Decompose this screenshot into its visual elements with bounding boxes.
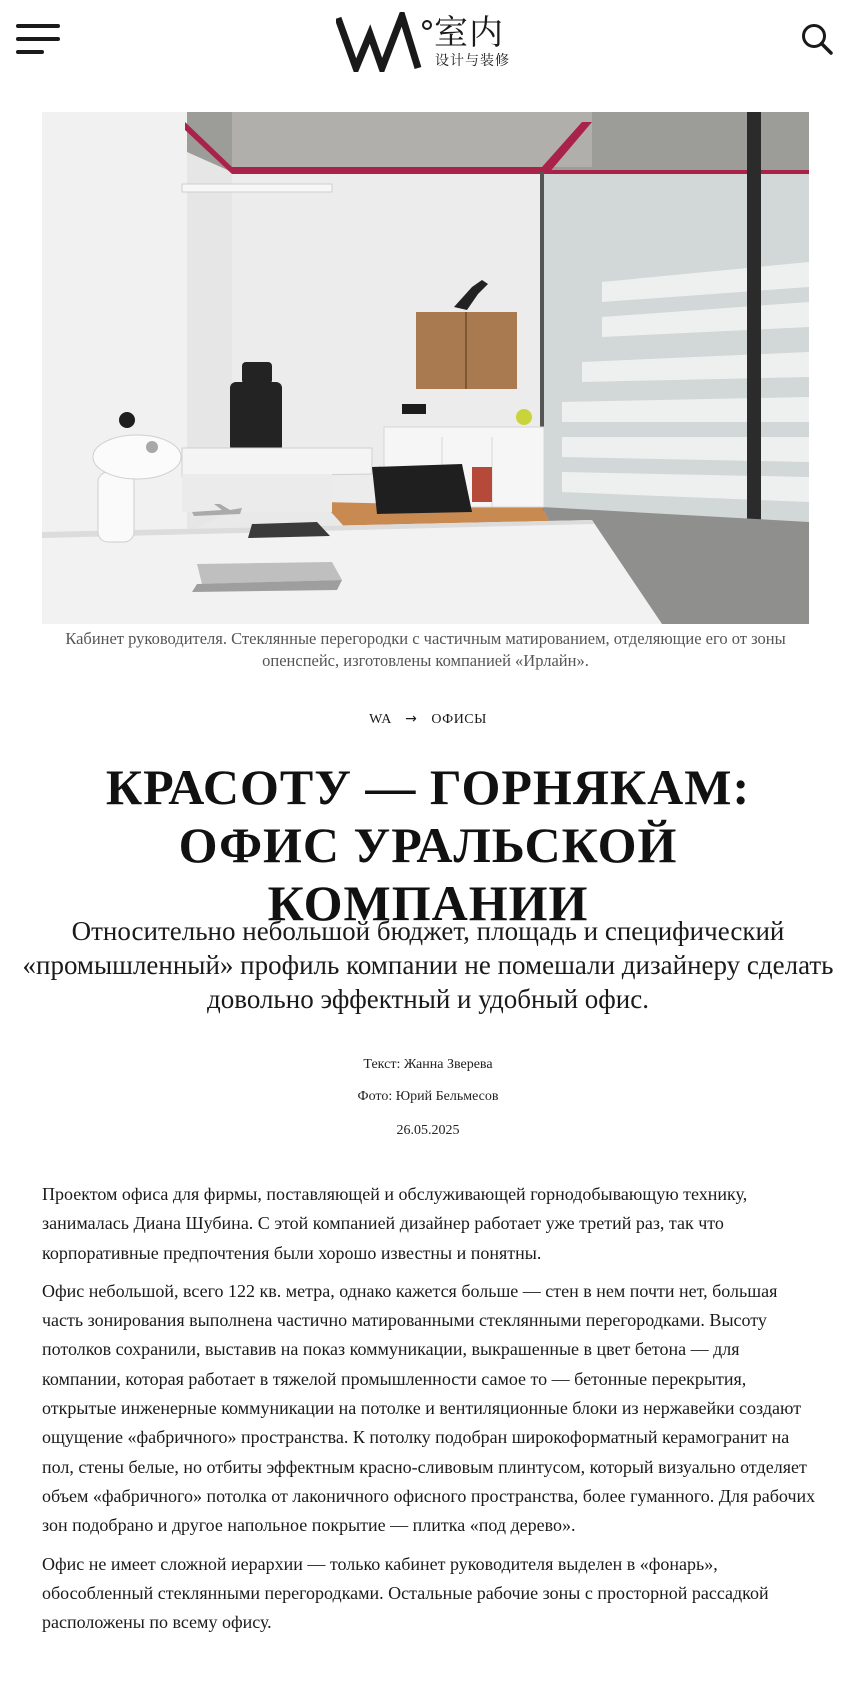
article-title: КРАСОТУ — ГОРНЯКАМ: ОФИС УРАЛЬСКОЙ КОМПАНИИ: [105, 759, 751, 931]
article-paragraph: Офис небольшой, всего 122 кв. метра, однако кажется больше — стен в нем почти нет, большая часть зонирования выполнена частично матированными стеклянными перегородками. Высоту потолков сохранили, выставив на показ коммуникации, выкрашенные в цвет бетона — для компании, которая работает в тяжелой промышленности самое то — бетонные перекрытия, открытые инженерные коммуникации на потолке и вентиляционные блоки из нержавейки создают ощущение «фабричного» пространства. К потолку подобран широкоформатный керамогранит на пол, стены белые, но отбиты эффектным красно-сливовым плинтусом, который визуально отделяет объем «фабричного» потолка от лаконичного офисного пространства, более гуманного. Для рабочих зон подобрано и другое напольное покрытие — плитка «под дерево».: [42, 1280, 816, 1536]
wa-logo-mark-icon: [336, 12, 428, 72]
article-photographer: [0, 1089, 856, 1105]
breadcrumb: [0, 711, 856, 728]
author-link[interactable]: Жанна Зверева: [403, 1057, 493, 1072]
article-date: 26.05.2025: [396, 1123, 460, 1138]
hero-image: [42, 112, 809, 624]
hero-caption: Кабинет руководителя. Стеклянные перегородки с частичным матированием, отделяющие его от зоны опенспейс, изготовлены компанией «Ирлайн».: [65, 629, 786, 670]
search-icon[interactable]: [800, 22, 834, 56]
menu-line: [16, 37, 60, 41]
hamburger-menu-icon[interactable]: [16, 24, 60, 54]
logo-degree-mark: [422, 20, 432, 30]
article-paragraph: Офис не имеет сложной иерархии — только кабинет руководителя выделен в «фонарь», обособленный стеклянными перегородками. Остальные рабочие зоны с просторной рассадкой расположены по всему офису.: [42, 1553, 769, 1633]
breadcrumb-arrow-icon: →: [405, 711, 418, 727]
site-header: [0, 0, 856, 80]
breadcrumb-home-link[interactable]: WA: [369, 712, 392, 727]
photographer-label: Фото:: [357, 1089, 396, 1104]
article-paragraph: Проектом офиса для фирмы, поставляющей и обслуживающей горнодобывающую технику, занималась Диана Шубина. С этой компанией дизайнер работает уже третий раз, так что корпоративные предпочтения были хорошо известны и понятны.: [42, 1184, 748, 1263]
logo-text-primary: 室内: [434, 13, 504, 53]
article-lead: Относительно небольшой бюджет, площадь и специфический «промышленный» профиль компании не помешали дизайнеру сделать довольно эффектный и удобный офис.: [22, 916, 834, 1014]
photographer-link[interactable]: Юрий Бельмесов: [395, 1089, 499, 1104]
site-logo[interactable]: [336, 10, 526, 72]
author-label: Текст:: [363, 1057, 404, 1072]
menu-line: [16, 50, 44, 54]
breadcrumb-section-link[interactable]: ОФИСЫ: [431, 712, 487, 727]
logo-text-secondary: 设计与装修: [435, 53, 510, 69]
menu-line: [16, 24, 60, 28]
article-author: [0, 1057, 856, 1073]
article-body: [42, 1180, 818, 1646]
